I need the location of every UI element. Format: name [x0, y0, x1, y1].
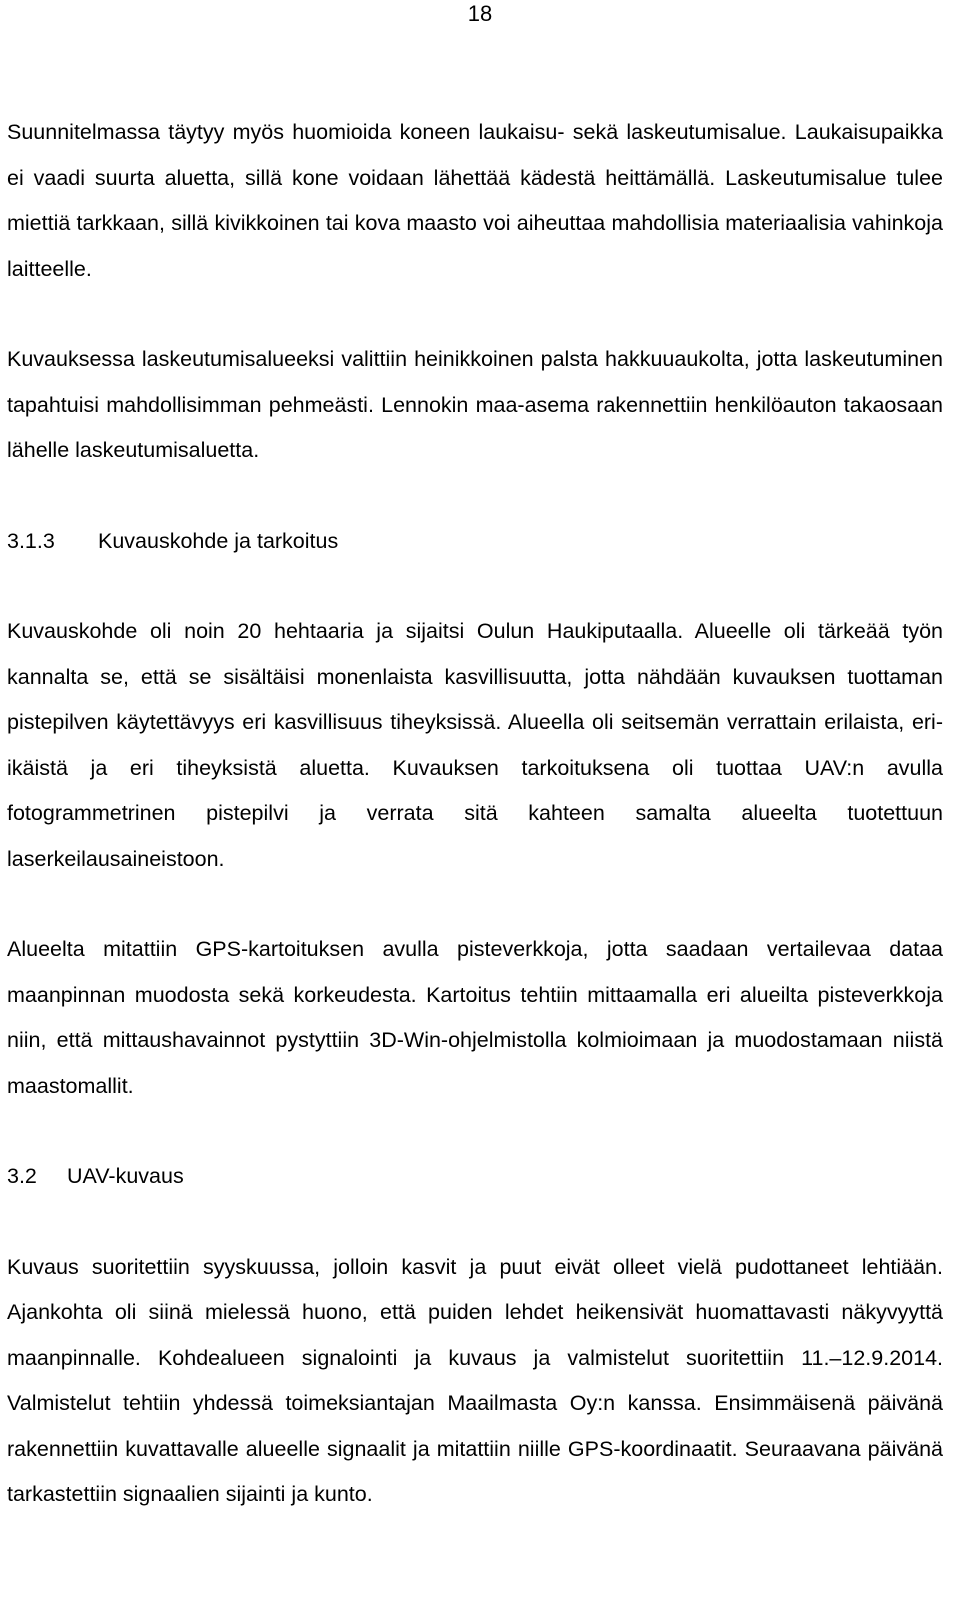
section-heading-3-2 — [7, 1154, 943, 1200]
section-number: 3.1.3 — [7, 528, 55, 553]
document-body — [7, 110, 943, 1518]
section-heading-3-1-3 — [7, 519, 943, 565]
paragraph-uav-shooting: Kuvaus suoritettiin syyskuussa, jolloin kasvit ja puut eivät olleet vielä pudottaneet lehtiään. Ajankohta oli siinä mielessä huono, että puiden lehdet heikensivät huomattavasti näkyvyyttä maanpinnalle. Kohdealueen signalointi ja kuvaus ja valmistelut suoritettiin 11.–12.9.2014. Valmistelut tehtiin yhdessä toimeksiantajan Maailmasta Oy:n kanssa. Ensimmäisenä päivänä rakennettiin kuvattavalle alueelle signaalit ja mitattiin niille GPS-koordinaatit. Seuraavana päivänä tarkastettiin signaalien sijainti ja kunto. — [7, 1254, 943, 1506]
section-title: Kuvauskohde ja tarkoitus — [98, 528, 339, 553]
paragraph-launch-landing-area: Suunnitelmassa täytyy myös huomioida koneen laukaisu- sekä laskeutumisalue. Laukaisupaikka ei vaadi suurta aluetta, sillä kone voidaan lähettää kädestä heittämällä. Laskeutumisalue tulee miettiä tarkkaan, sillä kivikkoinen tai kova maasto voi aiheuttaa mahdollisia materiaalisia vahinkoja laitteelle. — [7, 120, 943, 281]
paragraph-spacer — [7, 1200, 943, 1245]
page-number: 18 — [467, 1, 493, 26]
section-number: 3.2 — [7, 1164, 37, 1188]
paragraph-spacer — [7, 292, 943, 337]
paragraph-spacer — [7, 1109, 943, 1154]
paragraph-spacer — [7, 564, 943, 609]
paragraph-gps-survey: Alueelta mitattiin GPS-kartoituksen avulla pisteverkkoja, jotta saadaan vertailevaa dataa maanpinnan muodosta sekä korkeudesta. Kartoitus tehtiin mittaamalla eri alueilta pisteverkkoja niin, että mittaushavainnot pystyttiin 3D-Win-ohjelmistolla kolmioimaan ja muodostamaan niistä maastomallit. — [7, 937, 943, 1098]
paragraph-spacer — [7, 882, 943, 927]
paragraph-landing-site-choice: Kuvauksessa laskeutumisalueeksi valittiin heinikkoinen palsta hakkuuaukolta, jotta laskeutuminen tapahtuisi mahdollisimman pehmeästi. Lennokin maa-asema rakennettiin henkilöauton takaosaan lähelle laskeutumisaluetta. — [7, 347, 943, 462]
section-title: UAV-kuvaus — [67, 1164, 184, 1188]
paragraph-spacer — [7, 474, 943, 519]
paragraph-survey-target: Kuvauskohde oli noin 20 hehtaaria ja sijaitsi Oulun Haukiputaalla. Alueelle oli tärkeää työn kannalta se, että se sisältäisi monenlaista kasvillisuutta, jotta nähdään kuvauksen tuottaman pistepilven käytettävyys eri kasvillisuus tiheyksissä. Alueella oli seitsemän verrattain erilaista, eri-ikäistä ja eri tiheyksistä aluetta. Kuvauksen tarkoituksena oli tuottaa UAV:n avulla fotogrammetrinen pistepilvi ja verrata sitä kahteen samalta alueelta tuotettuun laserkeilausaineistoon. — [7, 619, 943, 871]
